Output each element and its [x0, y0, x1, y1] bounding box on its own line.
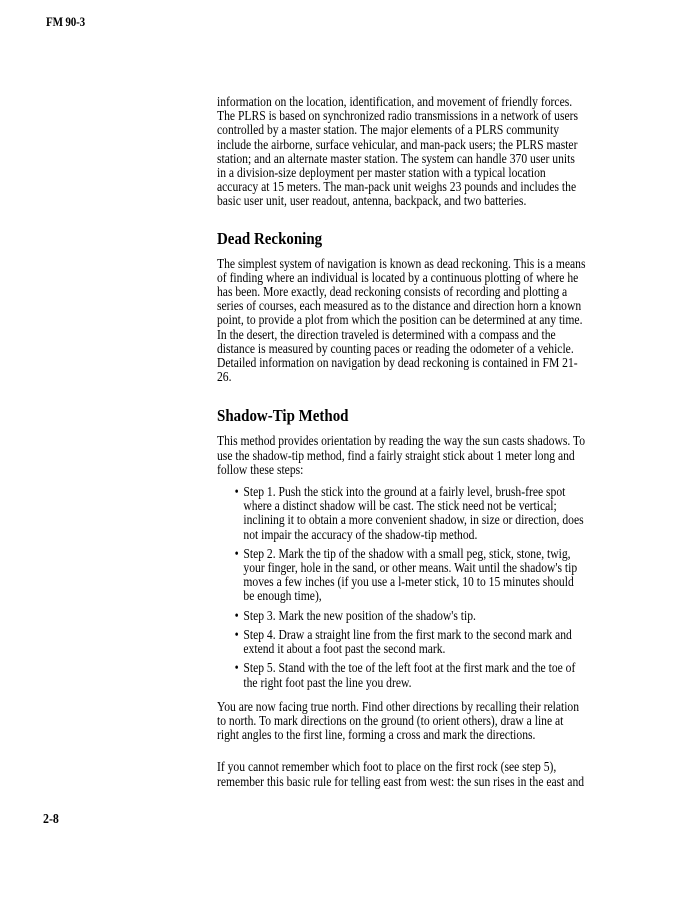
dead-reckoning-paragraph: The simplest system of navigation is known as dead reckoning. This is a means of finding where an individual is located by a continuous plotting of where he has been. More exactly, dead reckoning consists of recording and plotting a series of courses, each measured as to the distance and direction horn a known point, to provide a plot from which the position can be determined at any time. In the desert, the direction traveled is determined with a compass and the distance is measured by counting paces or reading the odometer of a vehicle. Detailed information on navigation by dead reckoning is contained in FM 21-26.	[217, 255, 586, 385]
dead-reckoning-heading: Dead Reckoning	[217, 228, 323, 248]
step-text: Step 4. Draw a straight line from the first mark to the second mark and extend it about a foot past the second mark.	[243, 626, 572, 657]
bullet-icon: •	[234, 660, 239, 676]
step-item	[235, 609, 587, 623]
step-item	[235, 485, 587, 542]
bullet-icon: •	[234, 607, 239, 623]
true-north-paragraph: You are now facing true north. Find other directions by recalling their relation to north. To mark directions on the ground (to orient others), draw a line at right angles to the first line, forming a cross and mark the directions.	[217, 698, 580, 743]
bullet-icon: •	[234, 484, 239, 500]
bullet-icon: •	[234, 545, 239, 561]
running-head: FM 90-3	[46, 14, 86, 29]
plrs-paragraph: information on the location, identification, and movement of friendly forces. The PLRS is based on synchronized radio transmissions in a network of users controlled by a master station. The major elements of a PLRS community include the airborne, surface vehicular, and man-pack users; the PLRS master station; and an alternate master station. The system can handle 370 user units in a division-size deployment per master station with a typical location accuracy at 15 meters. The man-pack unit weighs 23 pounds and includes the basic user unit, user readout, antenna, backpack, and two batteries.	[217, 94, 578, 209]
shadow-tip-intro: This method provides orientation by reading the way the sun casts shadows. To use the shadow-tip method, find a fairly straight stick about 1 meter long and follow these steps:	[217, 433, 586, 477]
page-number: 2-8	[43, 812, 59, 827]
shadow-tip-heading: Shadow-Tip Method	[217, 406, 349, 426]
foot-rule-paragraph: If you cannot remember which foot to place on the first rock (see step 5), remember this basic rule for telling east from west: the sun rises in the east and	[217, 759, 585, 789]
body-column	[217, 95, 587, 789]
step-text: Step 1. Push the stick into the ground at a fairly level, brush-free spot where a distinct shadow will be cast. The stick need not be vertical; inclining it to obtain a more convenient shadow, in size or direction, does not impair the accuracy of the shadow-tip method.	[243, 484, 584, 542]
steps-list	[217, 485, 587, 690]
step-item	[235, 628, 587, 656]
step-item	[235, 661, 587, 689]
step-text: Step 5. Stand with the toe of the left foot at the first mark and the toe of the right foot past the line you drew.	[243, 660, 576, 690]
bullet-icon: •	[234, 626, 239, 642]
step-text: Step 3. Mark the new position of the shadow's tip.	[243, 607, 476, 623]
step-text: Step 2. Mark the tip of the shadow with a small peg, stick, stone, twig, your finger, hole in the sand, or other means. Wait until the shadow's tip moves a few inches (if you use a l-meter stick, 10 to 15 minutes should be enough time),	[243, 545, 578, 604]
step-item	[235, 547, 587, 604]
